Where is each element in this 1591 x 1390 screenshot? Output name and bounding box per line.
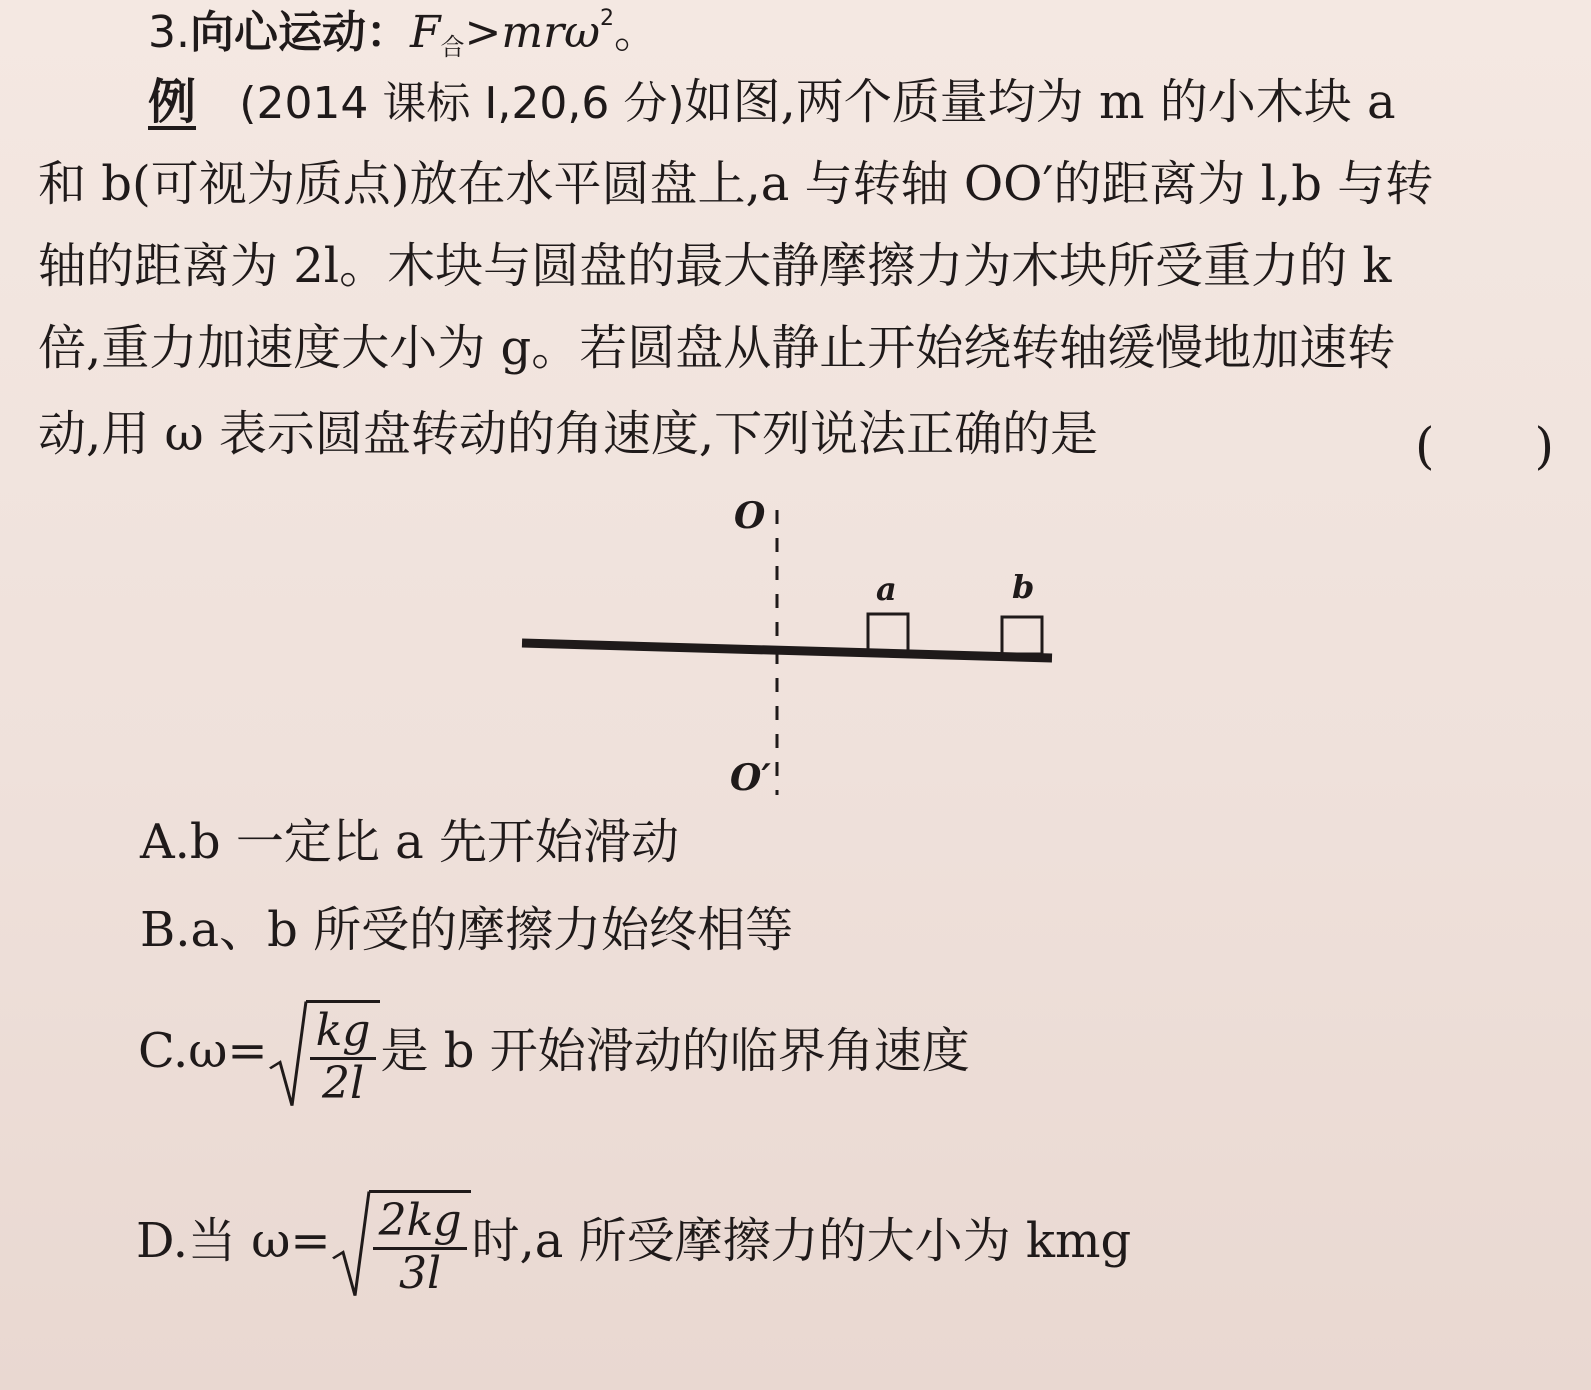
- option-d-prefix: D.当 ω=: [136, 1212, 331, 1269]
- option-d: [136, 1190, 1131, 1299]
- heading-title: 向心运动：: [189, 7, 410, 58]
- option-a: A.b 一定比 a 先开始滑动: [140, 814, 680, 870]
- heading-number: 3.: [148, 7, 190, 58]
- example-line-4: 倍,重力加速度大小为 g。若圆盘从静止开始绕转轴缓慢地加速转: [38, 320, 1396, 376]
- axis-top-label: O: [734, 495, 766, 537]
- radical-icon: [268, 1000, 308, 1109]
- option-d-sqrt: [331, 1190, 472, 1299]
- heading-formula-rest: >mrω: [464, 7, 601, 58]
- disk: [522, 643, 1052, 658]
- option-c-den: 2l: [322, 1058, 365, 1110]
- radical-icon: [331, 1190, 371, 1299]
- option-c-prefix: C.ω=: [138, 1022, 268, 1079]
- example-line-2: 和 b(可视为质点)放在水平圆盘上,a 与转轴 OO′的距离为 l,b 与转: [38, 156, 1434, 212]
- heading-end: 。: [614, 7, 659, 58]
- block-a: [868, 614, 908, 651]
- heading-formula-f: F: [409, 7, 441, 58]
- block-b-label: b: [1012, 568, 1035, 606]
- answer-paren: ( ): [1415, 417, 1555, 475]
- example-text-0: 如图,两个质量均为 m 的小木块 a: [684, 74, 1396, 130]
- axis-bottom-label: O′: [730, 757, 771, 799]
- option-d-num: 2kg: [373, 1197, 468, 1250]
- block-b: [1002, 617, 1042, 654]
- example-label: 例: [148, 74, 197, 130]
- block-a-label: a: [876, 570, 897, 608]
- option-c-sqrt: [268, 1000, 381, 1109]
- section-heading: [148, 8, 658, 59]
- option-c: [138, 1000, 970, 1109]
- heading-formula-sup: 2: [600, 6, 615, 31]
- option-b: B.a、b 所受的摩擦力始终相等: [140, 902, 794, 958]
- example-line-1: [148, 74, 1396, 130]
- option-d-den: 3l: [399, 1248, 442, 1300]
- disk-diagram: [500, 490, 1080, 810]
- option-d-suffix: 时,a 所受摩擦力的大小为 kmg: [471, 1212, 1132, 1269]
- example-line-5: 动,用 ω 表示圆盘转动的角速度,下列说法正确的是: [38, 406, 1099, 462]
- heading-formula-sub: 合: [440, 33, 465, 61]
- example-line-3: 轴的距离为 2l。木块与圆盘的最大静摩擦力为木块所受重力的 k: [38, 238, 1392, 294]
- option-c-suffix: 是 b 开始滑动的临界角速度: [380, 1022, 970, 1079]
- option-c-num: kg: [310, 1007, 377, 1060]
- example-source: (2014 课标 Ⅰ,20,6 分): [239, 78, 685, 129]
